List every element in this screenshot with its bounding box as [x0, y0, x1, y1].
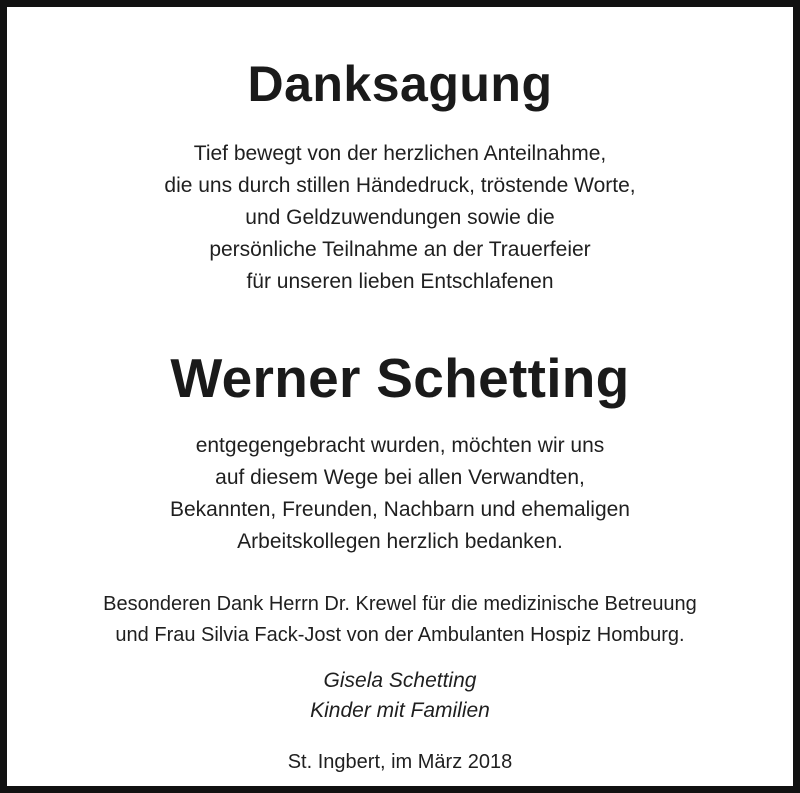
signature-line: Gisela Schetting: [323, 669, 477, 692]
thanks-line: entgegengebracht wurden, möchten wir uns: [195, 434, 605, 457]
deceased-name: Werner Schetting: [170, 347, 630, 409]
intro-line: Tief bewegt von der herzlichen Anteilnahme,: [193, 142, 607, 165]
intro-line: persönliche Teilnahme an der Trauerfeier: [209, 238, 591, 261]
thanks-line: Arbeitskollegen herzlich bedanken.: [237, 530, 563, 553]
intro-paragraph: [14, 138, 786, 298]
thanks-line: auf diesem Wege bei allen Verwandten,: [215, 466, 585, 489]
notice-content: [14, 14, 786, 779]
intro-line: die uns durch stillen Händedruck, tröstende Worte,: [164, 174, 636, 197]
special-thanks-line: Besonderen Dank Herrn Dr. Krewel für die medizinische Betreuung: [103, 593, 697, 615]
intro-line: für unseren lieben Entschlafenen: [246, 270, 554, 293]
special-thanks-paragraph: [14, 589, 786, 651]
place-date: St. Ingbert, im März 2018: [287, 751, 513, 773]
notice-title: Danksagung: [247, 56, 553, 112]
special-thanks-line: und Frau Silvia Fack-Jost von der Ambulanten Hospiz Homburg.: [115, 624, 685, 646]
intro-line: und Geldzuwendungen sowie die: [245, 206, 555, 229]
thanks-line: Bekannten, Freunden, Nachbarn und ehemaligen: [170, 498, 630, 521]
signature-line: Kinder mit Familien: [310, 699, 490, 722]
thanks-paragraph: [14, 430, 786, 558]
signature-block: [14, 666, 786, 726]
